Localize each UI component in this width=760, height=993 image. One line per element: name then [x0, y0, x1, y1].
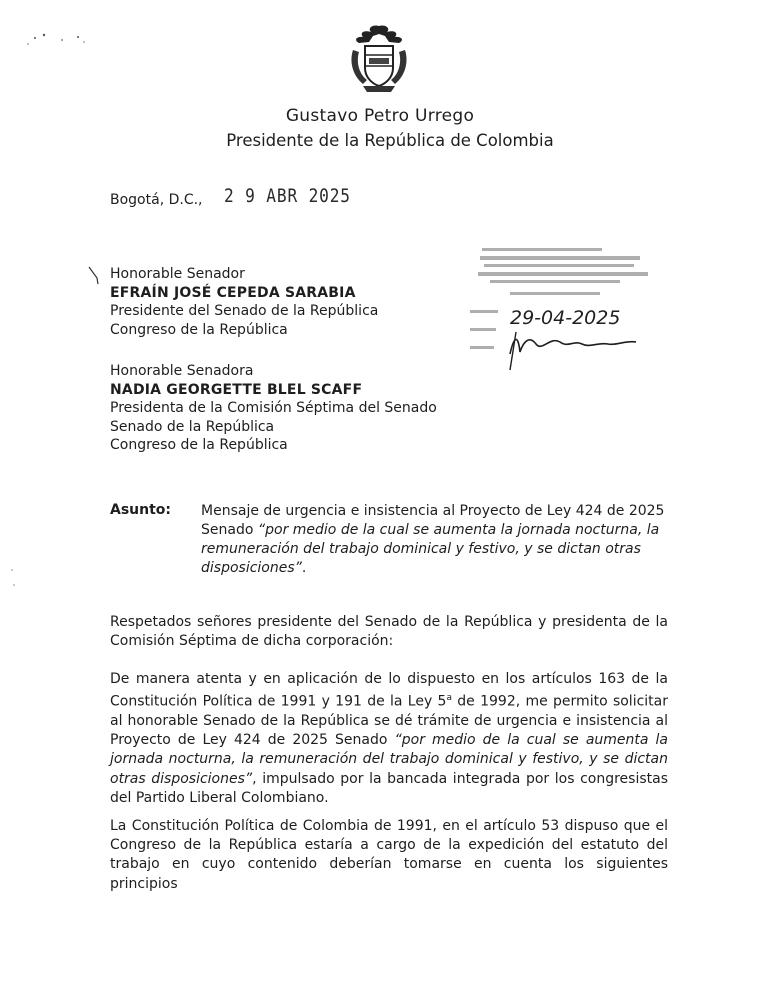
recipient-line: Presidente del Senado de la República — [110, 303, 379, 319]
subject-intro: Mensaje de urgencia e insistencia al Proyecto de Ley 424 de 2025 Senado — [201, 503, 665, 538]
handwritten-date: 29-04-2025 — [510, 307, 621, 329]
date-city: Bogotá, D.C., — [110, 192, 203, 208]
coat-of-arms-icon — [345, 22, 413, 94]
body-paragraph-1 — [110, 670, 668, 808]
body-text: , impulsado por la bancada integrada por los congresistas del Partido Liberal Colombiano. — [110, 770, 669, 806]
recipient-salutation: Honorable Senadora — [110, 363, 254, 379]
sender-title: Presidente de la República de Colombia — [226, 131, 554, 150]
recipient-block-2 — [110, 362, 437, 455]
subject-label: Asunto: — [110, 502, 172, 518]
subject-quote: “por medio de la cual se aumenta la jornada nocturna, la remuneración del trabajo dominical y festivo, y se dictan otras disposiciones” — [201, 522, 660, 576]
pen-mark-icon — [88, 266, 100, 286]
body-text: De manera atenta y en aplicación de lo dispuesto en los artículos 163 de la Constitución Política de 1991 y 191 de la Ley 5 — [110, 671, 668, 710]
recipient-line: Congreso de la República — [110, 321, 288, 338]
recipient-block-1 — [110, 265, 378, 339]
sender-name: Gustavo Petro Urrego — [285, 106, 475, 126]
subject-text — [201, 502, 668, 578]
bill-title-quote: “por medio de la cual se aumenta la jornada nocturna, la remuneración del trabajo dominical y festivo, y se dictan otras disposiciones” — [110, 732, 669, 787]
recipient-salutation: Honorable Senador — [110, 266, 245, 282]
recipient-line: Congreso de la República — [110, 437, 288, 453]
reception-stamp — [470, 244, 660, 374]
body-paragraph-2: La Constitución Política de Colombia de 1991, en el artículo 53 dispuso que el Congreso de la República estaría a cargo de la expedición del estatuto del trabajo en cuyo contenido deberían tomarse en cuenta los siguientes principios — [110, 818, 668, 892]
greeting-paragraph: Respetados señores presidente del Senado de la República y presidenta de la Comisión Séptima de dicha corporación: — [110, 614, 668, 650]
recipient-name: NADIA GEORGETTE BLEL SCAFF — [110, 381, 363, 398]
body-text: de 1992, me permito solicitar al honorable Senado de la República se dé trámite de urgencia e insistencia al Proyecto de Ley 424 de 2025 Senado — [110, 693, 668, 749]
superscript: a — [446, 693, 452, 704]
recipient-line: Presidenta de la Comisión Séptima del Senado — [110, 400, 437, 416]
subject-end: . — [301, 560, 307, 576]
date-stamp: 2 9 ABR 2025 — [224, 185, 351, 207]
recipient-name: EFRAÍN JOSÉ CEPEDA SARABIA — [110, 284, 356, 301]
handwritten-signature — [510, 339, 636, 354]
recipient-line: Senado de la República — [110, 418, 275, 435]
